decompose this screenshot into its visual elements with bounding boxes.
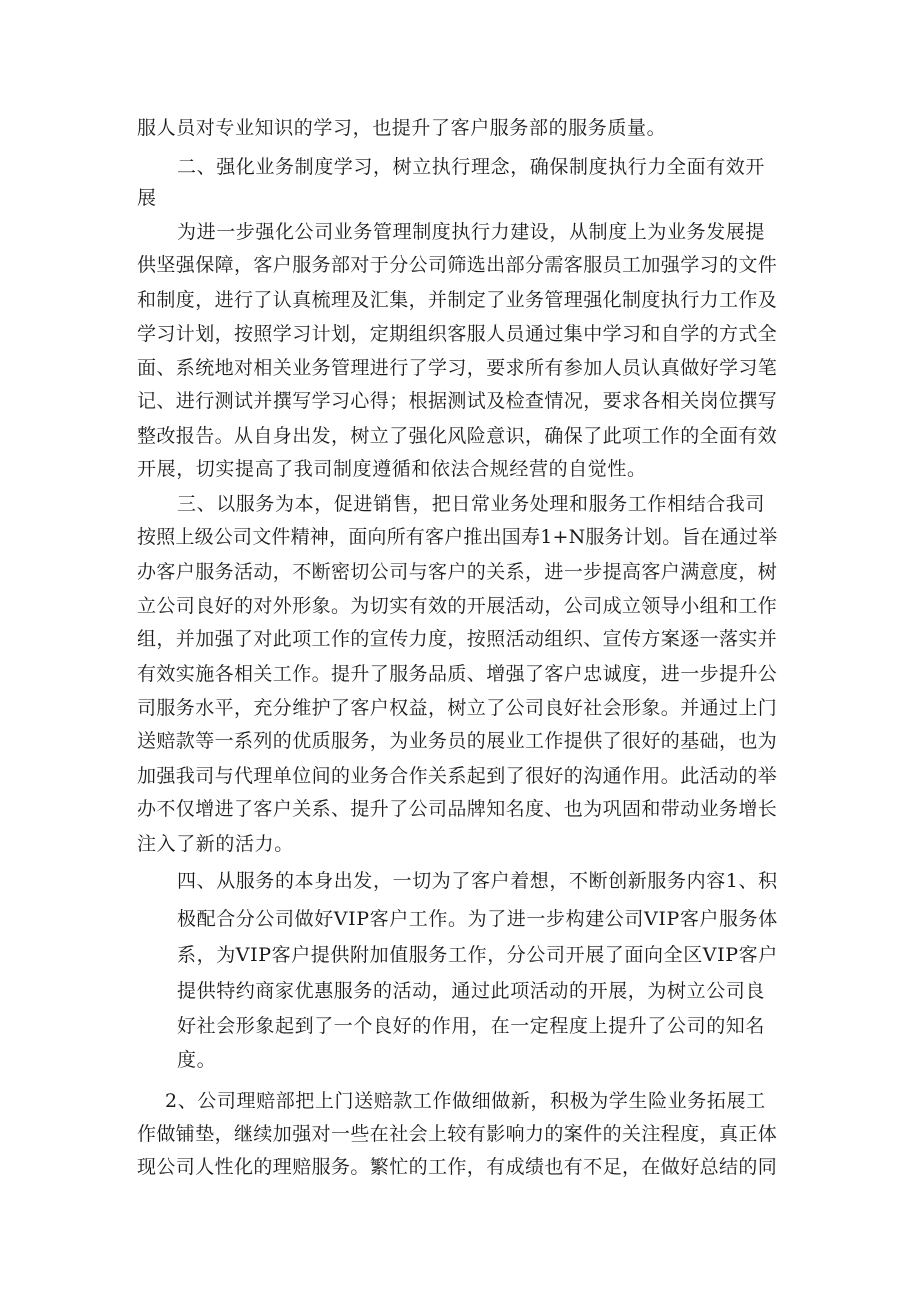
section-heading: 展 (137, 187, 157, 209)
text-line: 面、系统地对相关业务管理进行了学习，要求所有参加人员认真做好学习笔 (137, 357, 778, 379)
text-line: 度。 (177, 1049, 217, 1071)
text-line: 加强我司与代理单位间的业务合作关系起到了很好的沟通作用。此活动的举 (137, 765, 778, 787)
text-line: 极配合分公司做好VIP客户工作。为了进一步构建公司VIP客户服务体 (177, 908, 778, 930)
text-line: 现公司人性化的理赔服务。繁忙的工作，有成绩也有不足，在做好总结的同 (137, 1156, 778, 1178)
text-line: 注入了新的活力。 (137, 833, 294, 855)
text-line: 作做铺垫，继续加强对一些在社会上较有影响力的案件的关注程度，真正体 (137, 1123, 778, 1145)
section-heading: 三、以服务为本，促进销售，把日常业务处理和服务工作相结合我司 (177, 493, 766, 515)
text-line: 立公司良好的对外形象。为切实有效的开展活动，公司成立领导小组和工作 (137, 595, 778, 617)
text-line: 供坚强保障，客户服务部对于分公司筛选出部分需客服员工加强学习的文件 (137, 254, 778, 276)
text-line: 和制度，进行了认真梳理及汇集，并制定了业务管理强化制度执行力工作及 (137, 289, 778, 311)
text-line: 整改报告。从自身出发，树立了强化风险意识，确保了此项工作的全面有效 (137, 425, 778, 447)
text-line: 好社会形象起到了一个良好的作用，在一定程度上提升了公司的知名 (177, 1015, 766, 1037)
text-line: 组，并加强了对此项工作的宣传力度，按照活动组织、宣传方案逐一落实并 (137, 628, 778, 650)
text-line: 记、进行测试并撰写学习心得；根据测试及检查情况，要求各相关岗位撰写 (137, 390, 778, 412)
text-line: 司服务水平，充分维护了客户权益，树立了公司良好社会形象。并通过上门 (137, 697, 778, 719)
text-line: 服人员对专业知识的学习，也提升了客户服务部的服务质量。 (137, 117, 667, 139)
text-line: 为进一步强化公司业务管理制度执行力建设，从制度上为业务发展提 (177, 221, 766, 243)
text-line: 提供特约商家优惠服务的活动，通过此项活动的开展，为树立公司良 (177, 980, 766, 1002)
text-line: 按照上级公司文件精神，面向所有客户推出国寿1+N服务计划。旨在通过举 (137, 526, 778, 548)
section-heading: 二、强化业务制度学习，树立执行理念，确保制度执行力全面有效开 (177, 156, 766, 178)
text-line: 系，为VIP客户提供附加值服务工作，分公司开展了面向全区VIP客户 (177, 944, 778, 966)
text-line: 学习计划，按照学习计划，定期组织客服人员通过集中学习和自学的方式全 (137, 323, 778, 345)
section-heading: 四、从服务的本身出发，一切为了客户着想，不断创新服务内容1、积 (177, 870, 778, 892)
text-line: 2、公司理赔部把上门送赔款工作做细做新，积极为学生险业务拓展工 (165, 1090, 766, 1112)
text-line: 开展，切实提高了我司制度遵循和依法合规经营的自觉性。 (137, 458, 647, 480)
text-line: 送赔款等一系列的优质服务，为业务员的展业工作提供了很好的基础，也为 (137, 730, 778, 752)
text-line: 有效实施各相关工作。提升了服务品质、增强了客户忠诚度，进一步提升公 (137, 663, 778, 685)
text-line: 办不仅增进了客户关系、提升了公司品牌知名度、也为巩固和带动业务增长 (137, 798, 778, 820)
text-line: 办客户服务活动，不断密切公司与客户的关系，进一步提高客户满意度，树 (137, 561, 778, 583)
